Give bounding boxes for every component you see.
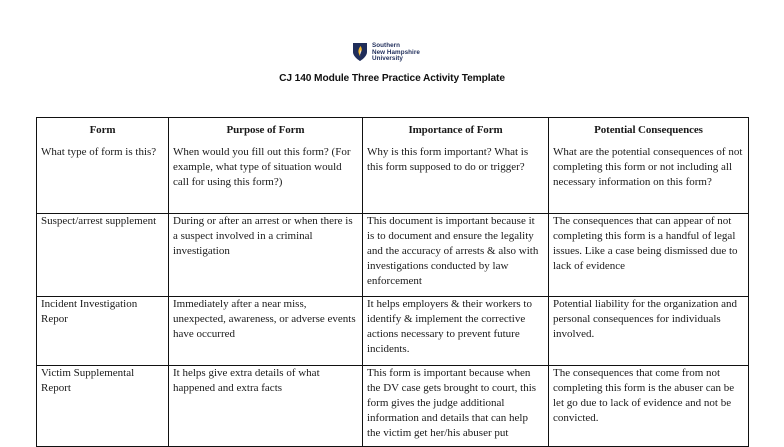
logo-line-3: University: [372, 55, 403, 63]
column-prompt: What are the potential consequences of not completing this form or not including all necessary information on this form?: [553, 146, 743, 188]
column-header: Form: [89, 124, 116, 136]
university-name: [372, 42, 420, 63]
cell-importance-text: This form is important because when the DV case gets brought to court, this form gives the judge additional information and details that can help the victim get her/his abuser put: [367, 367, 537, 439]
column-prompt: When would you fill out this form? (For example, what type of situation would call for using this form?): [173, 146, 351, 188]
logo-line-1: Southern: [372, 42, 401, 49]
table-header-row: [37, 118, 749, 214]
cell-form[interactable]: [37, 214, 169, 297]
cell-consequences-text: Potential liability for the organization and personal consequences for individuals involved.: [553, 298, 738, 340]
practice-activity-table: [36, 117, 749, 447]
column-prompt: What type of form is this?: [41, 146, 157, 158]
cell-form-text: Suspect/arrest supplement: [41, 215, 157, 227]
cell-purpose-text: It helps give extra details of what happened and extra facts: [173, 367, 320, 394]
cell-form[interactable]: [37, 297, 169, 366]
header-cell-form: [37, 118, 169, 214]
cell-form[interactable]: [37, 366, 169, 447]
cell-importance-text: It helps employers & their workers to identify & implement the corrective actions necessary to prevent future incidents.: [367, 298, 532, 355]
cell-purpose[interactable]: [169, 297, 363, 366]
cell-consequences[interactable]: [549, 297, 749, 366]
cell-purpose[interactable]: [169, 366, 363, 447]
column-header: Importance of Form: [408, 124, 503, 136]
cell-purpose-text: Immediately after a near miss, unexpected, awareness, or adverse events have occurred: [173, 298, 356, 340]
cell-importance[interactable]: [363, 214, 549, 297]
shield-flame-icon: [352, 42, 368, 62]
table-row: [37, 366, 749, 447]
cell-form-text: Incident Investigation Repor: [41, 298, 138, 325]
column-prompt: Why is this form important? What is this form supposed to do or trigger?: [367, 146, 529, 173]
table-row: [37, 214, 749, 297]
table-row: [37, 297, 749, 366]
cell-importance[interactable]: [363, 297, 549, 366]
column-header: Purpose of Form: [226, 124, 305, 136]
header-cell-consequences: [549, 118, 749, 214]
logo-line-2: New Hampshire: [372, 48, 420, 56]
cell-consequences[interactable]: [549, 214, 749, 297]
cell-consequences-text: The consequences that come from not completing this form is the abuser can be let go due to lack of evidence and not be convicted.: [553, 367, 735, 424]
document-title: CJ 140 Module Three Practice Activity Template: [279, 73, 505, 84]
cell-form-text: Victim Supplemental Report: [41, 367, 135, 394]
cell-purpose[interactable]: [169, 214, 363, 297]
university-logo: [352, 42, 420, 63]
cell-importance-text: This document is important because it is to document and ensure the legality and the accuracy of arrests & also with investigations conducted by law enforcement: [367, 215, 539, 287]
cell-purpose-text: During or after an arrest or when there is a suspect involved in a criminal investigation: [173, 215, 353, 257]
cell-consequences-text: The consequences that can appear of not completing this form is a handful of legal issues. Like a case being dismissed due to lack of evidence: [553, 215, 738, 272]
header-cell-importance: [363, 118, 549, 214]
column-header: Potential Consequences: [594, 124, 703, 136]
cell-consequences[interactable]: [549, 366, 749, 447]
header-cell-purpose: [169, 118, 363, 214]
cell-importance[interactable]: [363, 366, 549, 447]
